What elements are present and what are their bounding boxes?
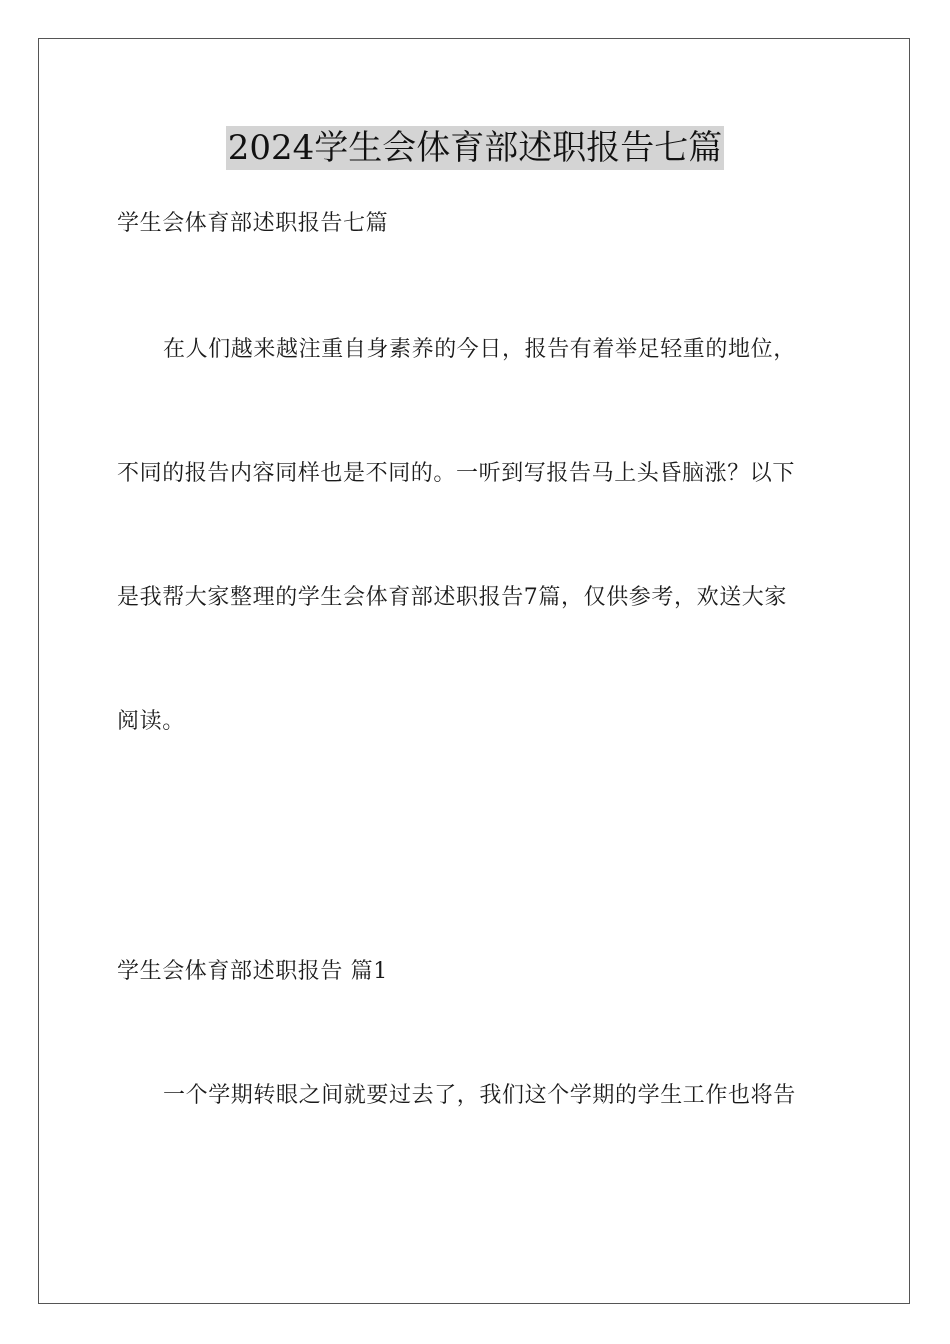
section-paragraph-line-1: 一个学期转眼之间就要过去了，我们这个学期的学生工作也将告 — [163, 1083, 796, 1108]
intro-paragraph-line-3: 是我帮大家整理的学生会体育部述职报告7篇，仅供参考，欢送大家 — [117, 585, 787, 610]
intro-paragraph-line-2: 不同的报告内容同样也是不同的。一听到写报告马上头昏脑涨？以下 — [117, 461, 796, 486]
intro-paragraph-line-1: 在人们越来越注重自身素养的今日，报告有着举足轻重的地位， — [163, 337, 796, 362]
intro-paragraph-line-4: 阅读。 — [117, 709, 185, 734]
document-title: 2024学生会体育部述职报告七篇 — [227, 128, 723, 168]
document-subtitle: 学生会体育部述职报告七篇 — [117, 211, 389, 236]
section-heading: 学生会体育部述职报告 篇1 — [117, 959, 388, 984]
title-container — [0, 126, 950, 170]
